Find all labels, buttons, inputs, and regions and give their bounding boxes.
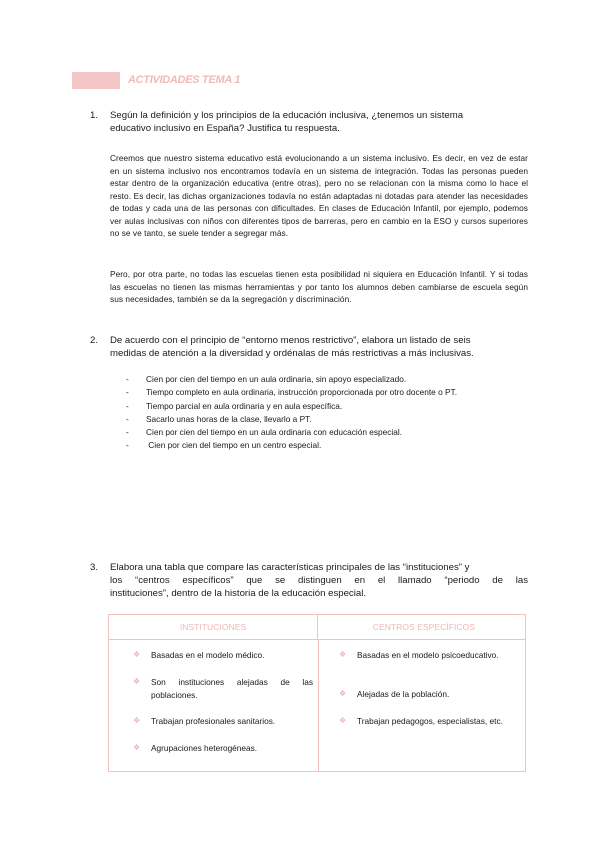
question-text-line: medidas de atención a la diversidad y ordénalas de más restrictivas a más inclusivas. — [110, 348, 474, 359]
diamond-bullet-icon: ❖ — [133, 716, 141, 725]
list-item: - Cien por cien del tiempo en un aula ordinaria, sin apoyo especializado. — [126, 374, 407, 384]
diamond-bullet-icon: ❖ — [133, 677, 141, 686]
question-number: 3. — [90, 562, 99, 573]
page-title: ACTIVIDADES TEMA 1 — [128, 74, 241, 86]
diamond-bullet-icon: ❖ — [339, 650, 347, 659]
question-text-line: Elabora una tabla que compare las características principales de las “instituciones” y — [110, 562, 470, 573]
diamond-bullet-icon: ❖ — [339, 716, 347, 725]
list-item: - Cien por cien del tiempo en un centro especial. — [126, 440, 322, 451]
table-header-centros: . CENTROS ESPECÍFICOS — [318, 615, 525, 640]
list-item: - Tiempo completo en aula ordinaria, instrucción proporcionada por otro docente o PT. — [126, 387, 458, 398]
diamond-bullet-icon: ❖ — [133, 743, 141, 752]
list-item: - Cien por cien del tiempo en un aula ordinaria con educación especial. — [126, 427, 402, 438]
comparison-table: INSTITUCIONES . CENTROS ESPECÍFICOS ❖ Basadas en el modelo médico. ❖ Son instituciones alejadas de las poblaciones. ❖ Trabajan profesionales sanitarios. ❖ Agrupaciones heterogéneas. ❖ Basadas en el modelo psicoeducativo. ❖ Alejadas de la población. ❖ Trabajan pedagogos, especialistas, etc. — [108, 614, 526, 772]
question-text-line: los “centros específicos” que se distinguen en el llamado “periodo de las — [110, 575, 528, 586]
question-text-line: instituciones”, dentro de la historia de la educación especial. — [110, 588, 366, 599]
answer-paragraph: Pero, por otra parte, no todas las escuelas tienen esta posibilidad ni siquiera en Educación Infantil. Y si todas las escuelas no tienen las mismas herramientas y por tanto los alumnos deben cambiarse de escuela según sus necesidades, también se da la segregación y discriminación. — [110, 269, 528, 304]
question-text-line: educativo inclusivo en España? Justifica tu respuesta. — [110, 123, 340, 134]
question-number: 2. — [90, 335, 99, 346]
diamond-bullet-icon: ❖ — [339, 689, 347, 698]
measures-list — [126, 373, 457, 453]
answer-paragraph: Creemos que nuestro sistema educativo está evolucionando a un sistema inclusivo. Es decir, en vez de estar en un sistema inclusivo nos encontramos todavía en un sistema de integración. Todas las personas pueden estar dentro de la organización educativa (entre otras), pero no se relacionan con la misma como lo hace el resto. Es decir, las dichas organizaciones todavía no están adaptadas ni dotadas para atender las necesidades de todas y cada una de las personas con dificultades. En clases de Educación Infantil, por ejemplo, podemos ver aulas inclusivas con niños con diferentes tipos de barreras, pero en cambio en la ESO y cursos superiores no se ve tanto, se suele tender a segregar más. — [110, 153, 528, 238]
question-number: 1. — [90, 110, 99, 121]
list-item: - Tiempo parcial en aula ordinaria y en aula específica. — [126, 400, 343, 411]
column-divider — [318, 640, 319, 771]
diamond-bullet-icon: ❖ — [133, 650, 141, 659]
question-text-line: De acuerdo con el principio de “entorno menos restrictivo”, elabora un listado de seis — [110, 335, 471, 346]
header-band — [72, 72, 120, 89]
list-item: - Sacarlo unas horas de la clase, llevarlo a PT. — [126, 413, 312, 424]
question-text-line: Según la definición y los principios de la educación inclusiva, ¿tenemos un sistema — [110, 110, 464, 121]
table-header-instituciones: INSTITUCIONES — [109, 615, 318, 640]
